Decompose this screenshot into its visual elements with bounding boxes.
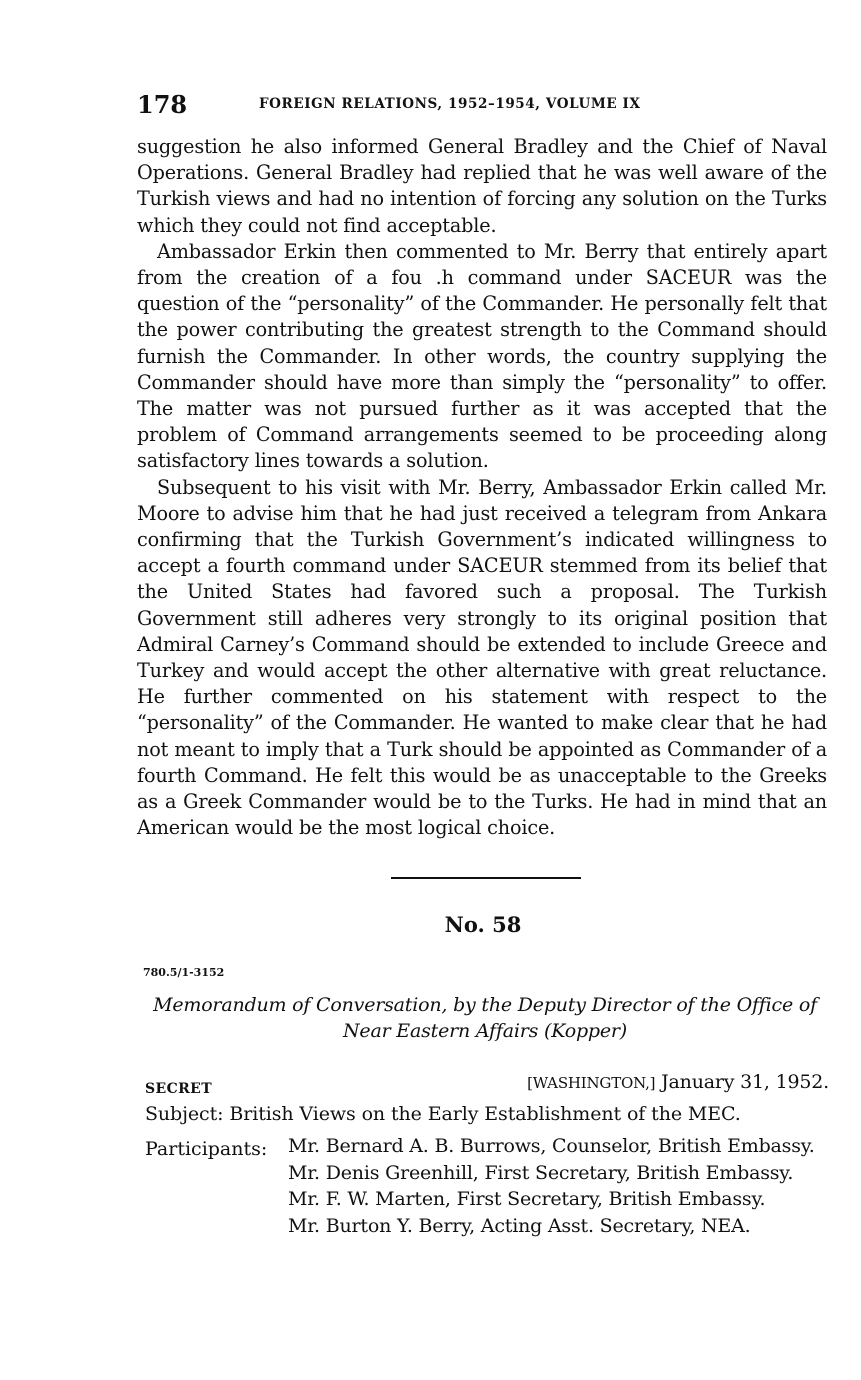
participant: Mr. F. W. Marten, First Secretary, British Embassy. xyxy=(288,1188,766,1210)
paragraph: suggestion he also informed General Bradley and the Chief of Naval Operations. General Bradley had replied that he was well aware of the Turkish views and had no intention of forcing any solution on the Turks which they could not find acceptable. xyxy=(137,135,827,237)
body-text xyxy=(137,134,827,841)
participants-label: Participants: xyxy=(145,1138,268,1160)
date: January 31, 1952. xyxy=(661,1071,829,1093)
section-divider xyxy=(391,877,581,879)
paragraph: Subsequent to his visit with Mr. Berry, Ambassador Erkin called Mr. Moore to advise him that he had just received a telegram from Ankara confirming that the Turkish Government’s indicated willingness to accept a fourth command under SACEUR stemmed from its belief that the United States had favored such a proposal. The Turkish Government still adheres very strongly to its original position that Admiral Carney’s Command should be extended to include Greece and Turkey and would accept the other alternative with great reluctance. He further commented on his statement with respect to the “personality” of the Commander. He wanted to make clear that he had not meant to imply that a Turk should be appointed as Commander of a fourth Command. He felt this would be as unacceptable to the Greeks as a Greek Commander would be to the Turks. He had in mind that an American would be the most logical choice. xyxy=(137,475,827,840)
classification-label: SECRET xyxy=(145,1081,213,1097)
paragraph: Ambassador Erkin then commented to Mr. Berry that entirely apart from the creation of a fou .h command under SACEUR was the question of the “personality” of the Commander. He personally felt that the power contributing the greatest strength to the Command should furnish the Commander. In other words, the country supplying the Commander should have more than simply the “personality” to offer. The matter was not pursued further as it was accepted that the problem of Command arrangements seemed to be proceeding along satisfactory lines towards a solution. xyxy=(137,239,827,473)
participant: Mr. Burton Y. Berry, Acting Asst. Secretary, NEA. xyxy=(288,1214,751,1237)
running-head: FOREIGN RELATIONS, 1952–1954, VOLUME IX xyxy=(259,96,641,112)
dateline xyxy=(527,1071,829,1093)
page-header xyxy=(137,90,827,120)
file-reference: 780.5/1-3152 xyxy=(143,966,225,979)
participant: Mr. Denis Greenhill, First Secretary, British Embassy. xyxy=(288,1161,794,1184)
document-title: Memorandum of Conversation, by the Deputy Director of the Office of Near Eastern Affairs (Kopper) xyxy=(153,994,817,1042)
subject-line: Subject: British Views on the Early Establishment of the MEC. xyxy=(145,1103,741,1125)
participants-list xyxy=(288,1133,848,1239)
page-number: 178 xyxy=(137,90,188,119)
document-number: No. 58 xyxy=(444,912,522,937)
place: [WASHINGTON,] xyxy=(527,1074,656,1092)
participant: Mr. Bernard A. B. Burrows, Counselor, British Embassy. xyxy=(288,1135,815,1157)
